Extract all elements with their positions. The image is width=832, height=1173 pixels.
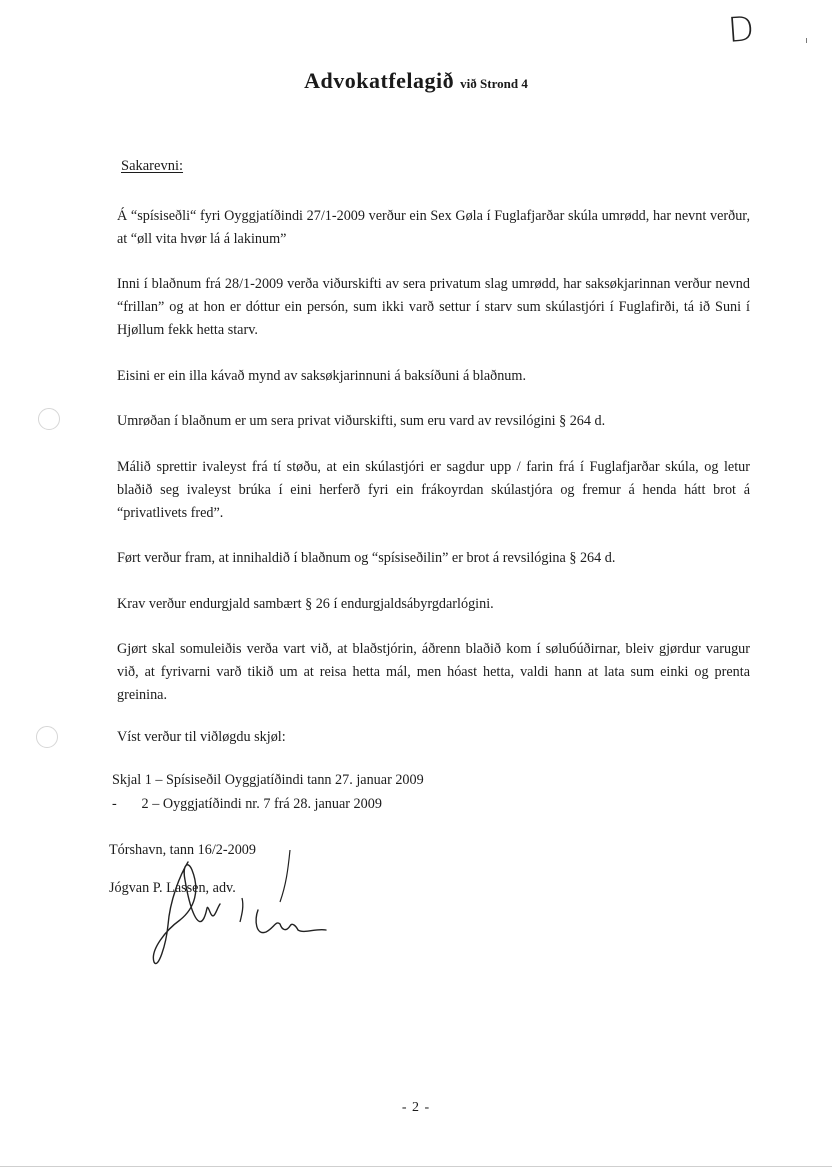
punch-hole-bottom [36,726,58,748]
attachment-item-1: Skjal 1 – Spísiseðil Oyggjatíðindi tann 27. januar 2009 [112,772,424,788]
scan-edge-line [0,1166,832,1167]
paragraph-4: Umrøðan í blaðnum er um sera privat viðurskifti, sum eru vard av revsilógini § 264 d. [117,413,606,429]
letterhead-address: við Strond 4 [460,76,528,91]
page-number: - 2 - [401,1100,431,1115]
place-date: Tórshavn, tann 16/2-2009 [109,842,256,858]
paragraph-8: Gjørt skal somuleiðis verða vart við, at blaðstjórin, áðrenn blaðið kom í søluбúðirnar, bleiv gjørdur varugur við, at fyrivarni varð tikið um at reisa hetta mál, men hóast hetta, valdi hann at lata sum einki og prenta greinina. [117,641,750,703]
corner-letter-mark: D [726,9,756,51]
attachments-intro: Víst verður til viðløgdu skjøl: [117,729,286,745]
section-heading: Sakarevni: [121,158,184,174]
handwritten-signature [140,840,340,980]
paragraph-7: Krav verður endurgjald sambært § 26 í endurgjaldsábyrgdarlógini. [117,596,494,612]
paragraph-6: Ført verður fram, at innihaldið í blaðnum og “spísiseðilin” er brot á revsilógina § 264 d. [117,550,616,566]
punch-hole-top [38,408,60,430]
attachment-item-2: - 2 – Oyggjatíðindi nr. 7 frá 28. januar 2009 [112,796,382,812]
paragraph-1: Á “spísiseðli“ fyri Oyggjatíðindi 27/1-2009 verður ein Sex Gøla í Fuglafjarðar skúla umrødd, har nevnt verður, at “øll vita hvør lá á lakinum” [117,208,750,247]
signatory-name: Jógvan P. Lassen, adv. [109,880,236,896]
paragraph-3: Eisini er ein illa kávað mynd av saksøkjarinnuni á baksíðuni á blaðnum. [117,368,526,384]
letterhead [0,68,832,94]
letterhead-firm-name: Advokatfelagið [304,68,455,93]
paragraph-5: Málið sprettir ivaleyst frá tí støðu, at ein skúlastjóri er sagdur upp / farin frá í Fuglafjarðar skúla, og letur blaðið seg ivaleyst brúka í eini herferð fyri ein frákoyrdan skúlastjóra og fremur á henda hátt brot á “privatlivets fred”. [117,459,750,521]
scan-speck [806,38,807,43]
paragraph-2: Inni í blaðnum frá 28/1-2009 verða viðurskifti av sera privatum slag umrødd, har saksøkjarinnan verður nevnd “frillan” og at hon er dóttur ein persón, sum ikki varð settur í starv sum skúlastjóri í Fuglafirði, tá ið Suni í Hjøllum fekk hetta starv. [117,276,750,338]
